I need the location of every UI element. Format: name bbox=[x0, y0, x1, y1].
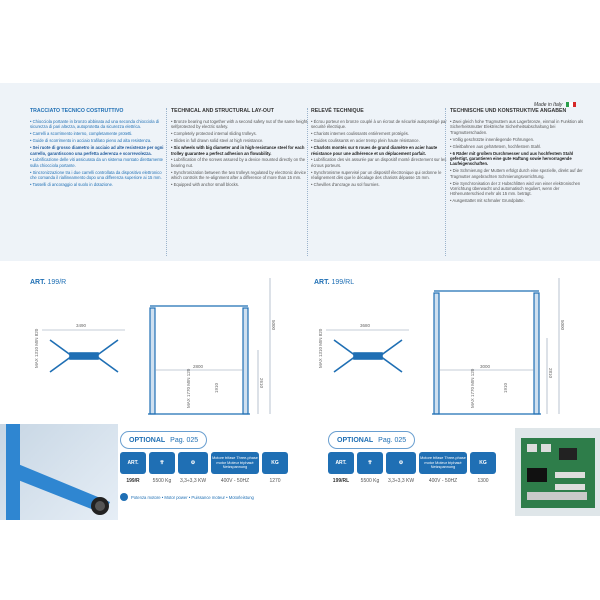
column-item: • Carrelli a scorrimento interno, completamente protetti. bbox=[30, 131, 133, 137]
model-title-left: ART. 199/R bbox=[30, 279, 67, 286]
art-icon: ART. bbox=[328, 452, 354, 474]
column-item: • Six wheels with big diameter and in high-resistance steel for each trolley guarantee a perfect adhesion an flowability. bbox=[171, 145, 305, 156]
column-english bbox=[171, 108, 309, 189]
column-item: • Charlots montés sur 6 roues de grand diamètre en acier haute résistance pour une adhérence et un déplacement parfait. bbox=[311, 145, 438, 156]
column-divider bbox=[445, 108, 446, 256]
gears-icon: ⚙ bbox=[178, 452, 208, 474]
optional-pill-left[interactable]: OPTIONAL Pag. 025 bbox=[120, 431, 207, 449]
column-item: • Tasselli di ancoraggio al suolo in dotazione. bbox=[30, 182, 114, 188]
info-icon bbox=[120, 493, 128, 501]
spec-art: 199/RL bbox=[332, 478, 350, 484]
column-item: • Chiocciola portante in bronzo abbinata ad una seconda chiocciola di sicurezza di pari altezza, autoprotetta da sicurezza elettrica. bbox=[30, 119, 160, 130]
column-item: • Bronze bearing nut together with a second safety nut of the same height, selfprotected by electric safety. bbox=[171, 119, 309, 130]
dim-bottom: 1910 bbox=[503, 382, 508, 393]
made-in-italy-label: Made in Italy bbox=[534, 102, 563, 108]
spec-capacity: 5500 Kg bbox=[360, 478, 380, 484]
column-item: • Sei ruote di grosso diametro in acciaio ad alte resistenze per ogni carrello, garantiscono una perfetta aderenza e scorrevolezza. bbox=[30, 145, 164, 156]
spec-table-right bbox=[328, 452, 528, 484]
lift-arms-top-view bbox=[334, 340, 402, 372]
lift-diagram-right bbox=[314, 268, 584, 418]
model-title-right: ART. 199/RL bbox=[314, 279, 355, 286]
dim-height: 5000 bbox=[271, 320, 276, 331]
column-item: • Écrou porteur en bronze couplé à un écrout de sécurité autoprotégé par securité électrique. bbox=[311, 119, 447, 130]
weight-icon: KG bbox=[470, 452, 496, 474]
dim-pad: MAX 1770 MIN 120 bbox=[470, 368, 475, 408]
art-icon: ART. bbox=[120, 452, 146, 474]
spec-weight: 1270 bbox=[269, 478, 281, 484]
dim-bottom: 1910 bbox=[214, 382, 219, 393]
spec-power: 3,3÷3,3 KW bbox=[179, 478, 207, 484]
dim-inner: 3000 bbox=[480, 364, 491, 369]
lift-arms-top-view bbox=[50, 340, 118, 372]
dim-inner: 2800 bbox=[193, 364, 204, 369]
column-item: • Sincronizzazione tra i due carrelli controllata da dispositivo elettronico che comanda il riallineamento dopo una differenza superiore ai 15 mm. bbox=[30, 169, 162, 181]
column-title: TECHNICAL AND STRUCTURAL LAY-OUT bbox=[171, 108, 274, 114]
dim-col: 2810 bbox=[548, 368, 553, 379]
column-item: • Völlig geschützte innenliegende Führungen. bbox=[450, 136, 535, 142]
dim-arm: MAX 1310 MIN 820 bbox=[318, 328, 323, 368]
spec-table-left bbox=[120, 452, 320, 484]
spec-weight: 1300 bbox=[477, 478, 489, 484]
gears-icon: ⚙ bbox=[386, 452, 416, 474]
car-lift-icon: ⇈ bbox=[149, 452, 175, 474]
column-title: TRACCIATO TECNICO COSTRUTTIVO bbox=[30, 108, 124, 114]
spec-voltage: 400V - 50HZ bbox=[220, 478, 250, 484]
spec-voltage: 400V - 50HZ bbox=[428, 478, 458, 484]
column-item: • Completely protected internal sliding trolleys. bbox=[171, 131, 257, 137]
motor-power-note: Potenza motore • Motor power • Puissance moteur • Motorleistung bbox=[120, 493, 254, 501]
dim-height: 5000 bbox=[560, 320, 565, 331]
lift-arm-photo bbox=[0, 424, 118, 520]
italy-flag-icon bbox=[566, 102, 576, 107]
column-title: TECHNISCHE UND KONSTRUKTIVE ANGABEN bbox=[450, 108, 567, 114]
weight-icon: KG bbox=[262, 452, 288, 474]
lift-columns-front-view bbox=[148, 306, 250, 414]
column-item: • 6 Räder mit großem Durchmesser und aus hochfestem Stahl gefertigt, garantieren eine gute Haftung sowie hervorragende Laufeigenschaften. bbox=[450, 150, 574, 167]
column-item: • Die Synchronisation der 2 Hubschlitten wird von einer elektronischen Vorrichtung überwacht und automatisch reguliert, wenn der Höhenunterschied mehr als 15 mm. beträgt. bbox=[450, 180, 581, 197]
motor-label: Motore trifase Three-phase motor Moteur triphasé Netzspannung bbox=[211, 452, 259, 474]
column-item: • Lubrificazione delle viti assicurata da un sistema montato direttamente sulla chiocciola portante. bbox=[30, 157, 163, 168]
column-item: • Chariots internes coulissants entièrement protégés. bbox=[311, 131, 410, 137]
lift-diagram-left bbox=[30, 268, 300, 418]
column-item: • Chevilles d'ancrage au sol fournies. bbox=[311, 182, 380, 188]
column-item: • Synchronisme supervisé par un dispositif électronique qui ordonne le réalignement dès que le décalage des chariots dépasse 15 mm. bbox=[311, 169, 442, 181]
column-item: • Guides coulissants en acier tremp plein haute résistance. bbox=[311, 138, 420, 144]
column-item: • Zwei gleich hohe Tragmuttern aus Lagerbronze, einmal in Funktion als Sicherheitsmutter Elektrische Sicherheitsabschaltung bei Tragmutterschaden. bbox=[450, 119, 584, 135]
column-item: • Slides in full drawn solid steel at high resistance. bbox=[171, 138, 264, 144]
column-divider bbox=[307, 108, 308, 256]
dim-pad: MAX 1770 MIN 120 bbox=[186, 368, 191, 408]
column-french bbox=[311, 108, 449, 189]
dim-arm: MAX 1310 MIN 820 bbox=[34, 328, 39, 368]
column-german bbox=[450, 108, 588, 205]
column-item: • Lubrification des vis assurée par un dispositif monté directement sur les écrous porteurs. bbox=[311, 157, 447, 168]
column-item: • Synchronization between the two trolleys regulated by electronic device which controls the re-alignment after a difference of more than 15 mm. bbox=[171, 169, 307, 181]
optional-pill-right[interactable]: OPTIONAL Pag. 025 bbox=[328, 431, 415, 449]
spec-art: 199/R bbox=[126, 478, 140, 484]
column-item: • Ausgestattet mit schmaler Grundplatte. bbox=[450, 198, 525, 204]
dim-col: 2610 bbox=[259, 378, 264, 389]
column-item: • Lubrification of the screws assured by a device mounted directly on the bearing nut. bbox=[171, 157, 306, 168]
column-item: • Guide di scorrimento in acciaio trafilato pieno ad alta resistenza. bbox=[30, 138, 152, 144]
column-item: • Die Schmierung der Muttern erfolgt durch eine spezielle, direkt auf der Tragmutter angebrachten Schmierungsvorrichtung. bbox=[450, 168, 583, 179]
column-item: • Gleitbahnen aus gehärtetem, hochfestem Stahl. bbox=[450, 143, 542, 149]
lift-columns-front-view bbox=[432, 291, 541, 414]
dim-width: 3490 bbox=[76, 323, 87, 328]
dim-width: 3680 bbox=[360, 323, 371, 328]
column-italian bbox=[30, 108, 168, 189]
column-item: • Equipped with anchor small blocks. bbox=[171, 182, 240, 188]
spec-power: 3,3÷3,3 KW bbox=[387, 478, 415, 484]
column-divider bbox=[166, 108, 167, 256]
motor-label: Motore trifase Three-phase motor Moteur triphasé Netzspannung bbox=[419, 452, 467, 474]
column-title: RELEVÉ TECHNIQUE bbox=[311, 108, 364, 114]
spec-capacity: 5500 Kg bbox=[152, 478, 172, 484]
car-lift-icon: ⇈ bbox=[357, 452, 383, 474]
